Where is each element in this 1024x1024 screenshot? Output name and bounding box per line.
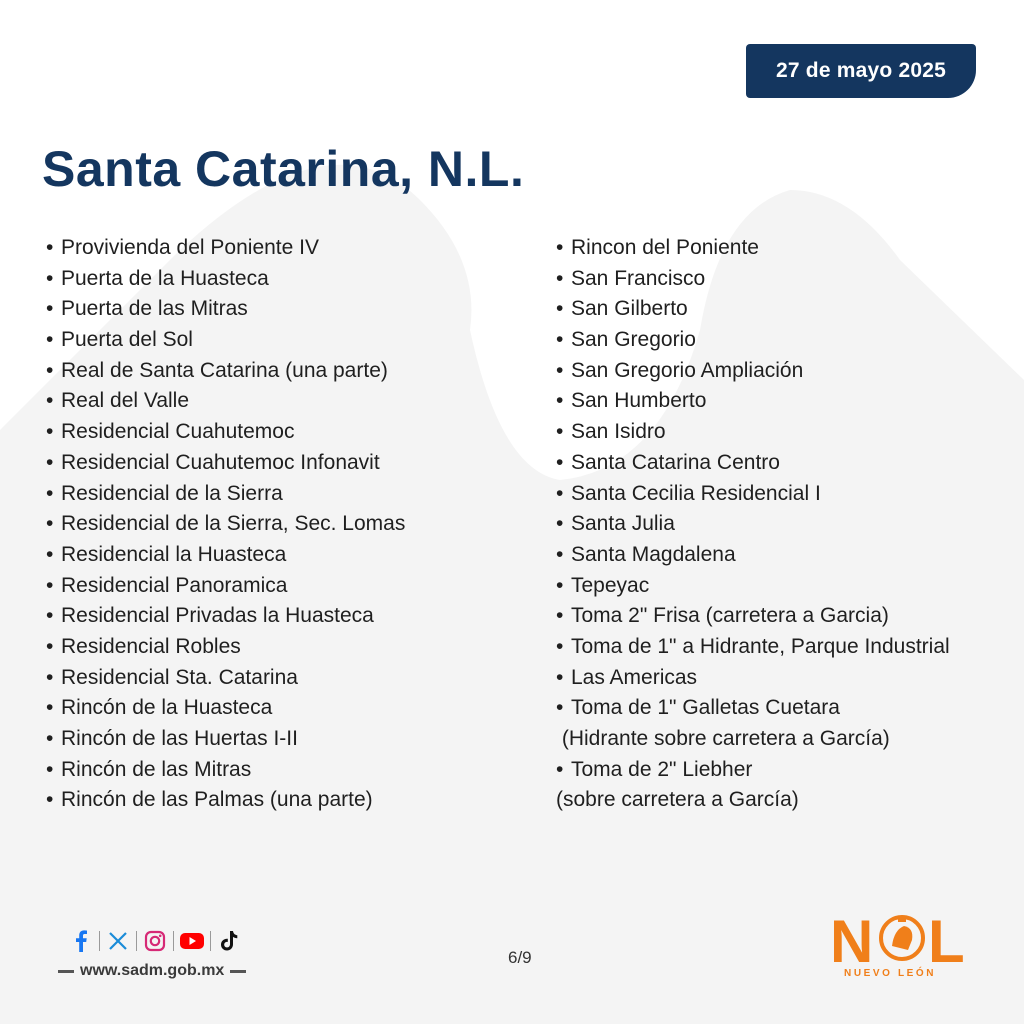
list-item: • San Gilberto — [556, 294, 1024, 325]
bullet: • — [46, 788, 54, 812]
list-item: • Residencial de la Sierra — [46, 479, 546, 510]
bullet: • — [556, 481, 564, 505]
divider — [210, 931, 211, 951]
divider — [173, 931, 174, 951]
list-item: • Santa Cecilia Residencial I — [556, 479, 1024, 510]
list-item: • San Isidro — [556, 417, 1024, 448]
list-item: • Toma 2" Frisa (carretera a Garcia) — [556, 601, 1024, 632]
bullet: • — [46, 665, 54, 689]
bullet: • — [46, 604, 54, 628]
bullet: • — [556, 450, 564, 474]
list-item: • San Gregorio Ampliación — [556, 356, 1024, 387]
website-footer — [52, 962, 252, 980]
list-item: • Provivienda del Poniente IV — [46, 233, 546, 264]
list-item: • Toma de 2" Liebher — [556, 755, 1024, 786]
list-item: • Real del Valle — [46, 386, 546, 417]
divider — [99, 931, 100, 951]
instagram-icon[interactable] — [142, 928, 168, 954]
bullet: • — [556, 512, 564, 536]
list-item: • Rincón de la Huasteca — [46, 693, 546, 724]
bullet: • — [46, 297, 54, 321]
page-indicator: 6/9 — [508, 948, 532, 967]
bullet: • — [556, 358, 564, 382]
list-item: • San Humberto — [556, 386, 1024, 417]
bullet: • — [46, 328, 54, 352]
bullet: • — [556, 328, 564, 352]
list-item: • Residencial Robles — [46, 632, 546, 663]
bullet: • — [556, 420, 564, 444]
svg-text:N: N — [830, 908, 874, 975]
x-icon[interactable] — [105, 928, 131, 954]
list-item: • San Gregorio — [556, 325, 1024, 356]
bullet: • — [46, 727, 54, 750]
list-item: • Puerta de la Huasteca — [46, 264, 546, 295]
logo-text: NUEVO LEÓN — [844, 968, 937, 979]
list-item: • Residencial Cuahutemoc Infonavit — [46, 448, 546, 479]
divider — [58, 970, 74, 973]
bullet: • — [46, 512, 54, 536]
bullet: • — [46, 358, 54, 382]
bullet: • — [556, 542, 564, 566]
neighborhood-list-left — [46, 233, 546, 816]
svg-text:L: L — [928, 908, 965, 975]
list-item: • Rincón de las Huertas I-II — [46, 724, 546, 755]
list-item-continuation: (Hidrante sobre carretera a García) — [556, 727, 890, 750]
bullet: • — [556, 389, 564, 413]
list-item: • Santa Magdalena — [556, 540, 1024, 571]
list-item: • Residencial la Huasteca — [46, 540, 546, 571]
bullet: • — [556, 266, 564, 290]
facebook-icon[interactable] — [68, 928, 94, 954]
bullet: • — [46, 634, 54, 658]
bullet: • — [556, 696, 564, 720]
bullet: • — [46, 389, 54, 413]
list-item: • Puerta de las Mitras — [46, 294, 546, 325]
list-item: • Las Americas — [556, 663, 1024, 694]
bullet: • — [556, 573, 564, 597]
divider — [230, 970, 246, 973]
youtube-icon[interactable] — [179, 928, 205, 954]
social-links — [68, 928, 242, 954]
list-item: • Toma de 1" a Hidrante, Parque Industrial — [556, 632, 1024, 663]
list-item: • Rincon del Poniente — [556, 233, 1024, 264]
bullet: • — [46, 757, 54, 781]
bullet: • — [556, 634, 564, 658]
list-item: • Residencial Privadas la Huasteca — [46, 601, 546, 632]
neighborhood-list-right — [556, 233, 1024, 816]
bullet: • — [46, 696, 54, 720]
bullet: • — [556, 665, 564, 689]
list-item-continuation: (sobre carretera a García) — [556, 788, 799, 812]
divider — [136, 931, 137, 951]
list-item: • Santa Catarina Centro — [556, 448, 1024, 479]
list-item: • Residencial de la Sierra, Sec. Lomas — [46, 509, 546, 540]
bullet: • — [46, 450, 54, 474]
list-item: • Residencial Panoramica — [46, 571, 546, 602]
list-item: • San Francisco — [556, 264, 1024, 295]
list-item: • Tepeyac — [556, 571, 1024, 602]
list-item: • Toma de 1" Galletas Cuetara — [556, 693, 1024, 724]
bullet: • — [556, 297, 564, 321]
list-item: • Puerta del Sol — [46, 325, 546, 356]
list-item: • Rincón de las Mitras — [46, 755, 546, 786]
page-title: Santa Catarina, N.L. — [42, 141, 525, 197]
website-link[interactable]: www.sadm.gob.mx — [80, 962, 225, 979]
bullet: • — [556, 604, 564, 628]
bullet: • — [46, 236, 54, 259]
list-item: • Santa Julia — [556, 509, 1024, 540]
bullet: • — [556, 236, 564, 259]
bullet: • — [46, 266, 54, 290]
list-item: • Residencial Sta. Catarina — [46, 663, 546, 694]
bullet: • — [46, 420, 54, 444]
bullet: • — [46, 481, 54, 505]
bullet: • — [46, 542, 54, 566]
bullet: • — [556, 757, 564, 781]
list-item: • Real de Santa Catarina (una parte) — [46, 356, 546, 387]
date-badge: 27 de mayo 2025 — [746, 44, 976, 98]
list-item: • Rincón de las Palmas (una parte) — [46, 785, 546, 816]
list-item: • Residencial Cuahutemoc — [46, 417, 546, 448]
tiktok-icon[interactable] — [216, 928, 242, 954]
bullet: • — [46, 573, 54, 597]
